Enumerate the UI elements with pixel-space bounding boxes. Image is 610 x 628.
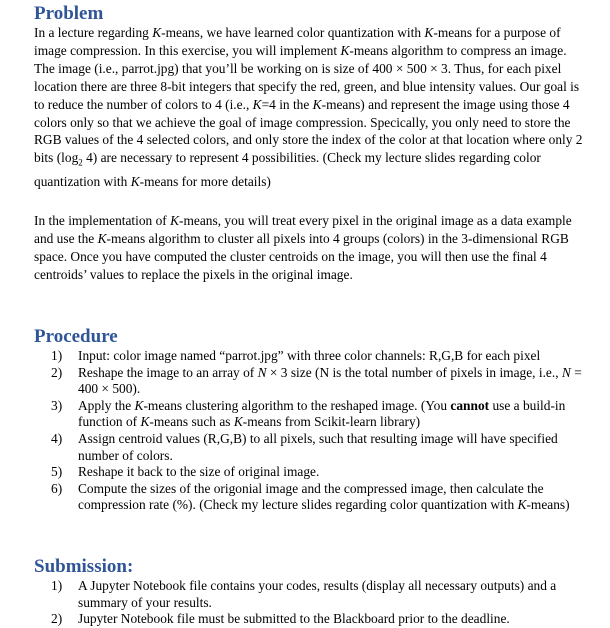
- procedure-step-3: 3) Apply the K-means clustering algorithm to the reshaped image. (You cannot use a build-in function of K-means such as K-means from Scikit-learn library): [51, 397, 566, 430]
- problem-heading: Problem: [34, 3, 104, 24]
- procedure-heading: Procedure: [34, 326, 118, 347]
- procedure-step-2: 2) Reshape the image to an array of N × 3 size (N is the total number of pixels in image, i.e., N = 400 × 500).: [51, 364, 582, 397]
- procedure-list: [34, 348, 600, 514]
- procedure-step-5: 5) Reshape it back to the size of original image.: [51, 464, 320, 480]
- submission-step-2: 2) Jupyter Notebook file must be submitted to the Blackboard prior to the deadline.: [51, 611, 510, 627]
- submission-heading: Submission:: [34, 556, 134, 577]
- procedure-step-6: 6) Compute the sizes of the origonial image and the compressed image, then calculate the compression rate (%). (Check my lecture slides regarding color quantization with K-means): [51, 480, 570, 513]
- submission-step-1: 1) A Jupyter Notebook file contains your codes, results (display all necessary outputs) and a summary of your results.: [51, 578, 557, 610]
- procedure-step-1: 1) Input: color image named “parrot.jpg” with three color channels: R,G,B for each pixel: [51, 348, 541, 363]
- submission-list: [34, 578, 600, 628]
- procedure-step-4: 4) Assign centroid values (R,G,B) to all pixels, such that resulting image will have specified number of colors.: [51, 430, 558, 463]
- problem-paragraph-1: In a lecture regarding K-means, we have learned color quantization with K-means for a purpose of image compression. In this exercise, you will implement K-means algorithm to compress an image. The image (i.e., parrot.jpg) that you’ll be working on is size of 400 × 500 × 3. Thus, for each pixel location there are three 8-bit integers that specify the red, green, and blue intensity values. Our goal is to reduce the number of colors to 4 (i.e., K=4 in the K-means) and represent the image using those 4 colors only so that we achieve the goal of image compression. Specically, you only need to store the RGB values of the 4 selected colors, and only store the index of the color at that location where only 2 bits ($\log_2$ 4) are necessary to represent 4 possibilities. (Check my lecture slides regarding color quantization with K-means for more details): [34, 25, 583, 189]
- problem-paragraph-2: In the implementation of K-means, you will treat every pixel in the original image as a data example and use the K-means algorithm to cluster all pixels into 4 groups (colors) in the 3-dimensional RGB space. Once you have computed the cluster centroids on the image, you will then use the final 4 centroids’ values to replace the pixels in the original image.: [34, 213, 572, 282]
